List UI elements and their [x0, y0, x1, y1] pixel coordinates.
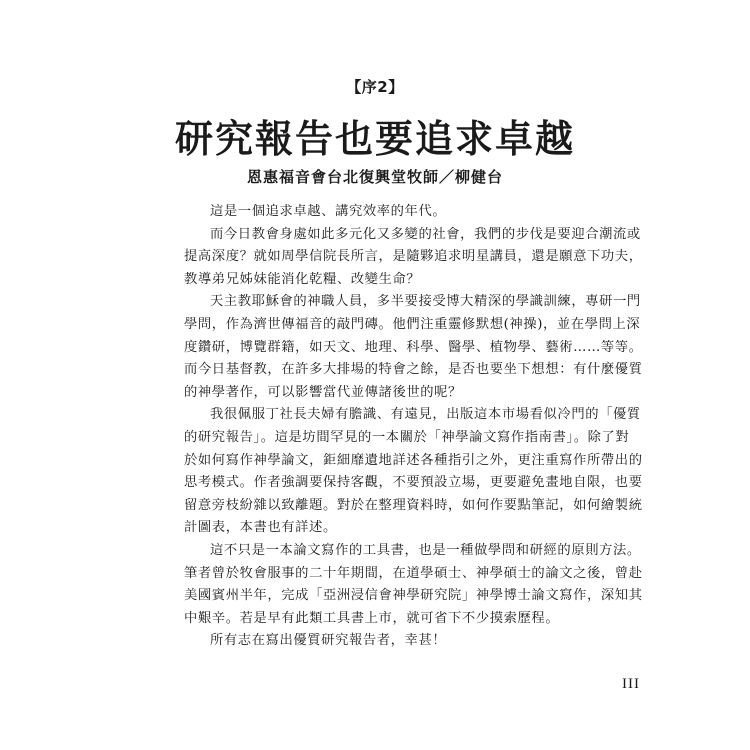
text-line: 所有志在寫出優質研究報告者，幸甚！ [210, 633, 447, 649]
text-line: 提高深度？就如周學信院長所言，是隨夥追求明星講員，還是願意下功夫， [184, 249, 643, 265]
text-line: 思考模式。作者強調要保持客觀，不要預設立場，更要避免畫地自限，也要 [184, 475, 643, 491]
text-line: 的神學著作，可以影響當代並傳諸後世的呢？ [184, 384, 462, 400]
body-text [184, 201, 643, 653]
text-line: 度鑽研，博覽群籍，如天文、地理、科學、醫學、植物學、藝術……等等。 [184, 339, 643, 355]
text-line: 而今日教會身處如此多元化又多變的社會，我們的步伐是要迎合潮流或 [210, 226, 641, 242]
text-line: 而今日基督教，在許多大排場的特會之餘，是否也要坐下想想：有什麼優質 [184, 362, 643, 378]
text-line: 中艱辛。若是早有此類工具書上市，就可省下不少摸索歷程。 [184, 610, 560, 626]
text-line: 計圖表，本書也有詳述。 [184, 520, 337, 536]
text-line: 我很佩服丁社長夫婦有膽識、有遠見，出版這本市場看似冷門的「優質 [210, 407, 641, 423]
text-line: 於如何寫作神學論文，鉅細靡遺地詳述各種指引之外，更注重寫作所帶出的 [184, 452, 643, 468]
text-line: 天主教耶穌會的神職人員，多半要接受博大精深的學識訓練，專研一門 [210, 294, 641, 310]
text-line: 這是一個追求卓越、講究效率的年代。 [210, 204, 447, 219]
page-title: 研究報告也要追求卓越 [174, 117, 575, 161]
page-number: III [622, 676, 640, 692]
text-line: 學問，作為濟世傳福音的敲門磚。他們注重靈修默想(神操)，並在學問上深 [184, 316, 641, 332]
text-line: 美國賓州半年，完成「亞洲浸信會神學研究院」神學博士論文寫作，深知其 [184, 588, 643, 604]
author-byline: 恩惠福音會台北復興堂牧師／柳健台 [246, 168, 503, 186]
text-line: 教導弟兄姊妹能消化乾糧、改變生命？ [184, 271, 421, 287]
text-line: 筆者曾於牧會服事的二十年期間，在道學碩士、神學碩士的論文之後，曾赴 [184, 565, 643, 581]
text-line: 這不只是一本論文寫作的工具書，也是一種做學問和研經的原則方法。 [210, 542, 641, 558]
section-tag: 【序2】 [346, 78, 404, 96]
text-line: 的研究報告」。這是坊間罕見的一本關於「神學論文寫作指南書」。除了對 [184, 429, 630, 445]
text-line: 留意旁枝紛雜以致離題。對於在整理資料時，如何作要點筆記，如何繪製統 [184, 497, 643, 513]
